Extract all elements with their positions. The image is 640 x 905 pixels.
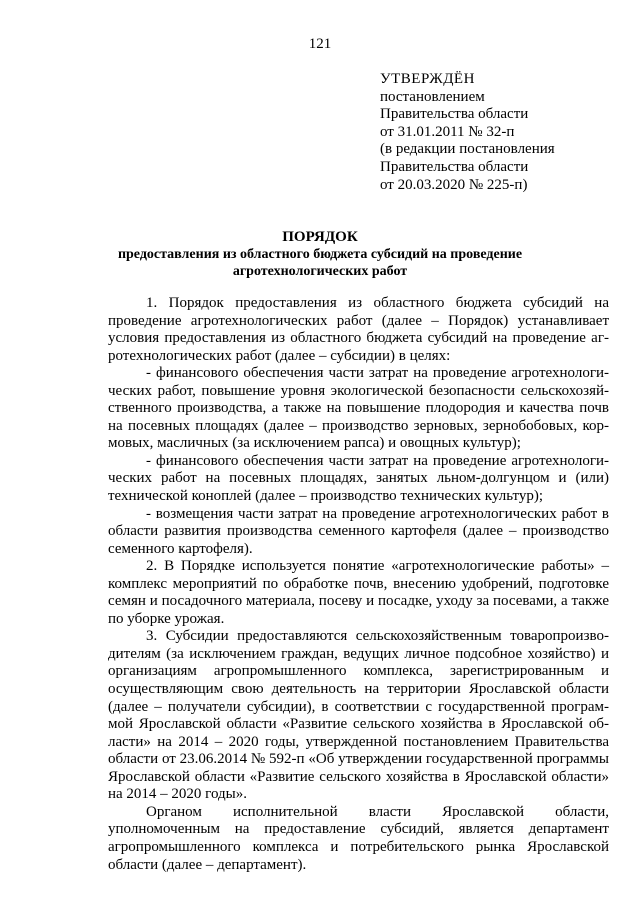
paragraph: Органом исполнительной власти Ярославской области, уполномоченным на предоставление субсидий, является департамент агропромышленного комплекса и потребительского рынка Ярославской области (далее – департамент). xyxy=(108,803,609,873)
approval-line: от 20.03.2020 № 225-п) xyxy=(380,176,528,193)
paragraph: - финансового обеспечения части затрат на проведение агротехнологических работ, повышение уровня экологической безопасности сельскохозяйственного производства, а также на повышение плодородия и качества почв на посевных площадях (далее – производство зерновых, зернобобовых, кормовых, масличных (за исключением рапса) и овощных культур); xyxy=(108,365,609,452)
title-subtitle: предоставления из областного бюджета субсидий на проведение агротехнологических работ xyxy=(117,247,523,279)
approval-stamp xyxy=(380,71,630,194)
approval-line: (в редакции постановления xyxy=(380,141,555,158)
paragraph: 3. Субсидии предоставляются сельскохозяйственным товаропроизводителям (за исключением граждан, ведущих личное подсобное хозяйство) и организациям агропромышленного комплекса, зарегистрированным и осуществляющим свою деятельность на территории Ярославской области (далее – получатели субсидии), в соответствии с государственной программой Ярославской области «Развитие сельского хозяйства в Ярославской области» на 2014 – 2020 годы, утвержденной постановлением Правительства области от 23.06.2014 № 592-п «Об утверждении государственной программы Ярославской области «Развитие сельского хозяйства в Ярославской области» на 2014 – 2020 годы». xyxy=(108,628,609,803)
approval-line: от 31.01.2011 № 32-п xyxy=(380,123,515,140)
paragraph: - возмещения части затрат на проведение агротехнологических работ в области развития производства семенного картофеля (далее – производство семенного картофеля). xyxy=(108,505,609,557)
approval-heading: УТВЕРЖДЁН xyxy=(380,71,475,87)
title-heading: ПОРЯДОК xyxy=(282,229,358,245)
paragraph: - финансового обеспечения части затрат на проведение агротехнологических работ на посевных площадях, занятых льном-долгунцом и (или) технической коноплей (далее – производство технических культур); xyxy=(108,452,609,505)
document-body xyxy=(108,295,609,874)
approval-line: постановлением xyxy=(380,88,485,105)
paragraph: 2. В Порядке используется понятие «агротехнологические работы» – комплекс мероприятий по обработке почв, внесению удобрений, подготовке семян и посадочного материала, посеву и посадке, уходу за посевами, а также по уборке урожая. xyxy=(108,558,609,627)
page-number: 121 xyxy=(308,36,332,52)
approval-line: Правительства области xyxy=(380,106,529,123)
document-title xyxy=(90,229,550,280)
paragraph: 1. Порядок предоставления из областного бюджета субсидий на проведение агротехнологических работ (далее – Порядок) устанавливает условия предоставления из областного бюджета субсидий на проведение агротехнологических работ (далее – субсидии) в целях: xyxy=(108,295,609,364)
approval-line: Правительства области xyxy=(380,158,529,175)
